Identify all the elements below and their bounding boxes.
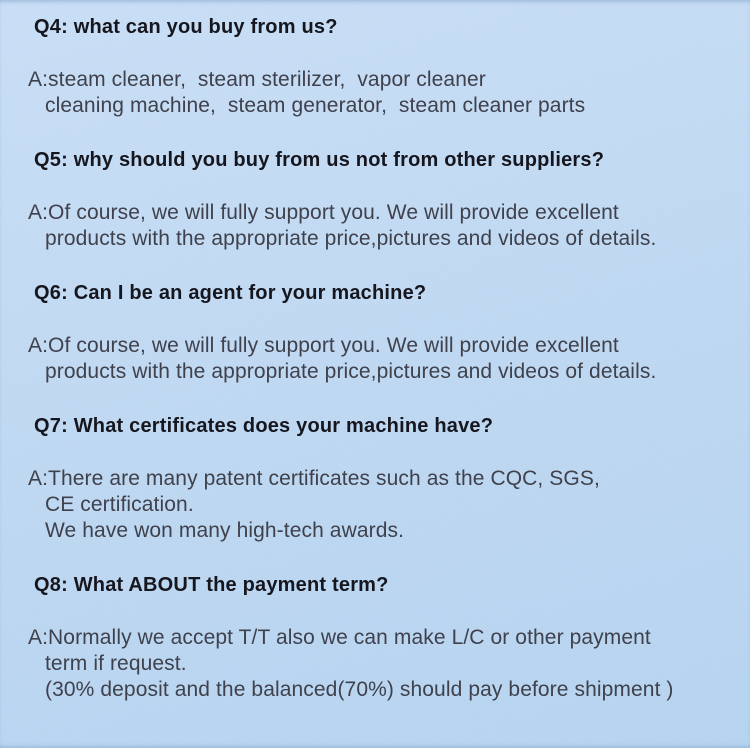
faq-answer-line: cleaning machine, steam generator, steam cleaner parts	[45, 94, 586, 117]
faq-item-q5	[28, 147, 732, 252]
faq-answer	[28, 67, 732, 119]
faq-answer-line: (30% deposit and the balanced(70%) should pay before shipment )	[45, 678, 674, 701]
faq-question: Q5: why should you buy from us not from other suppliers?	[34, 149, 605, 171]
faq-answer-line: A:steam cleaner, steam sterilizer, vapor cleaner	[28, 68, 486, 91]
faq-item-q4	[28, 14, 732, 119]
faq-question: Q4: what can you buy from us?	[34, 16, 338, 38]
faq-answer-line: A:Of course, we will fully support you. We will provide excellent	[28, 201, 619, 224]
faq-answer-line: products with the appropriate price,pictures and videos of details.	[45, 227, 657, 250]
faq-answer	[28, 625, 732, 703]
faq-answer-line: products with the appropriate price,pictures and videos of details.	[45, 360, 657, 383]
faq-item-q7	[28, 413, 732, 544]
faq-item-q8	[28, 572, 732, 703]
faq-answer-line: CE certification.	[45, 493, 194, 516]
faq-item-q6	[28, 280, 732, 385]
faq-answer	[28, 466, 732, 544]
faq-answer-line: A:There are many patent certificates such as the CQC, SGS,	[28, 467, 600, 490]
faq-question: Q8: What ABOUT the payment term?	[34, 574, 389, 596]
faq-question: Q7: What certificates does your machine have?	[34, 415, 494, 437]
faq-answer-line: A:Of course, we will fully support you. We will provide excellent	[28, 334, 619, 357]
faq-answer	[28, 200, 732, 252]
faq-answer	[28, 333, 732, 385]
faq-answer-line: We have won many high-tech awards.	[45, 519, 405, 542]
faq-answer-line: A:Normally we accept T/T also we can make L/C or other payment	[28, 626, 651, 649]
faq-answer-line: term if request.	[45, 652, 187, 675]
faq-question: Q6: Can I be an agent for your machine?	[34, 282, 427, 304]
